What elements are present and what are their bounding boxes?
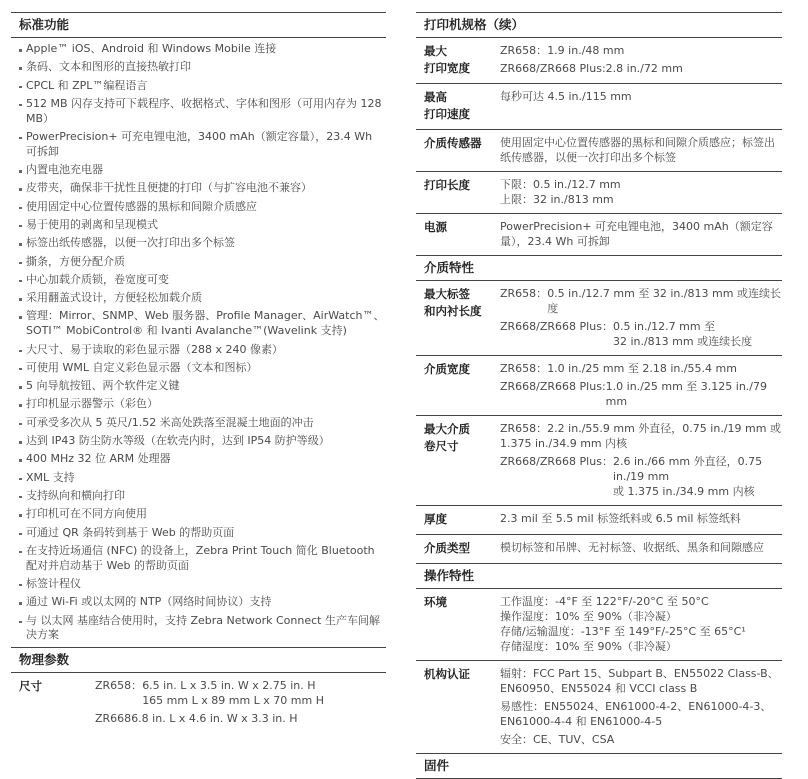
spec-label: 介质类型	[424, 541, 470, 555]
spec-value-line: 2.8 in./72 mm	[605, 62, 683, 75]
spec-value	[500, 286, 782, 349]
spec-label: 厚度	[424, 512, 447, 526]
spec-value-lines	[547, 43, 624, 58]
spec-value-lines	[547, 286, 782, 316]
feature-item: PowerPrecision+ 可充电锂电池，3400 mAh（额定容量），23.4 Wh 可拆卸	[11, 130, 386, 160]
feature-item: 使用固定中心位置传感器的黑标和间隙介质感应	[11, 200, 386, 215]
spec-label: 最大标签 和内衬长度	[424, 287, 482, 318]
spec-row	[416, 172, 782, 214]
spec-value	[500, 421, 782, 499]
spec-value-line: 0.5 in./12.7 mm 至 32 in./813 mm 或连续长度	[547, 287, 781, 315]
spec-value-group	[500, 177, 782, 207]
spec-value-line: 存储/运输温度：-13°F 至 149°F/-25°C 至 65°C¹	[500, 625, 746, 638]
spec-value-line: 上限：32 in./813 mm	[500, 193, 614, 206]
spec-value-line: 每秒可达 4.5 in./115 mm	[500, 90, 632, 103]
spec-value-lines	[500, 135, 782, 165]
feature-item: 标签计程仪	[11, 577, 386, 592]
spec-value-group	[500, 379, 782, 409]
spec-value	[500, 177, 782, 207]
model-prefix: ZR658：	[95, 679, 143, 693]
spec-value-lines	[500, 540, 764, 555]
spec-value	[500, 594, 782, 654]
spec-value-line: 操作湿度：10% 至 90%（非冷凝）	[500, 610, 677, 623]
model-prefix: ZR668/ZR668 Plus:	[500, 380, 606, 393]
spec-value-lines	[500, 177, 621, 207]
spec-label: 介质传感器	[424, 136, 482, 150]
feature-item: 标签出纸传感器，以便一次打印出多个标签	[11, 236, 386, 251]
spec-value-group	[500, 540, 782, 555]
spec-row	[416, 661, 782, 754]
section-title-physical: 物理参数	[11, 647, 386, 673]
spec-value-line: 下限：0.5 in./12.7 mm	[500, 178, 621, 191]
spec-value-group	[500, 511, 782, 526]
section-title: 操作特性	[416, 564, 782, 589]
spec-value-lines	[142, 678, 324, 708]
feature-item: CPCL 和 ZPL™编程语言	[11, 79, 386, 94]
spec-label: 最大介质 卷尺寸	[424, 422, 470, 453]
model-prefix: ZR658：	[500, 362, 548, 375]
spec-label: 尺寸	[19, 679, 42, 694]
spec-value	[500, 361, 782, 409]
spec-value	[500, 540, 782, 557]
spec-value-line: 模切标签和吊牌、无衬标签、收据纸、黑条和间隙感应	[500, 541, 764, 554]
feature-list	[11, 42, 386, 643]
model-prefix: ZR668	[95, 712, 132, 726]
model-prefix: ZR668/ZR668 Plus:	[500, 62, 606, 75]
spec-value-line: 辐射：FCC Part 15、Subpart B、EN55022 Class-B、EN60950、EN55024 和 VCCI class B	[500, 667, 779, 695]
feature-item: 打印机可在不同方向使用	[11, 507, 386, 522]
left-column	[11, 12, 386, 732]
spec-value-lines	[500, 699, 782, 729]
spec-value	[500, 511, 782, 528]
spec-value-lines	[500, 219, 782, 249]
feature-item: 内置电池充电器	[11, 163, 386, 178]
spec-value-lines	[500, 511, 741, 526]
feature-item: 5 向导航按钮、两个软件定义键	[11, 379, 386, 394]
spec-row	[11, 673, 386, 732]
spec-value-line: 或 1.375 in./34.9 mm 内核	[612, 485, 755, 498]
feature-item: 条码、文本和图形的直接热敏打印	[11, 60, 386, 75]
feature-item: 512 MB 闪存支持可下载程序、收据格式、字体和图形（可用内存为 128 MB）	[11, 97, 386, 127]
spec-value	[500, 135, 782, 165]
section-title: 固件	[416, 754, 782, 779]
spec-value-lines	[613, 454, 782, 499]
spec-value	[500, 89, 782, 123]
feature-item: 撕条，方便分配介质	[11, 255, 386, 270]
spec-row	[416, 84, 782, 130]
model-prefix: ZR658：	[500, 44, 548, 57]
spec-value-lines	[613, 319, 752, 349]
spec-value-line: 2.6 in./66 mm 外直径，0.75 in./19 mm	[612, 455, 763, 483]
spec-value-group	[500, 361, 782, 376]
spec-label: 机构认证	[424, 667, 470, 681]
feature-item: 易于使用的剥离和呈现模式	[11, 218, 386, 233]
feature-item: 皮带夹，确保非干扰性且便捷的打印（与扩容电池不兼容）	[11, 181, 386, 196]
model-prefix: ZR668/ZR668 Plus：	[500, 320, 613, 333]
spec-value-line: 1.0 in./25 mm 至 2.18 in./55.4 mm	[547, 362, 737, 375]
spec-value-lines	[606, 61, 683, 76]
spec-value-line: 2.3 mil 至 5.5 mil 标签纸料或 6.5 mil 标签纸料	[500, 512, 741, 525]
spec-value-group	[500, 666, 782, 696]
spec-value-group	[500, 594, 782, 654]
feature-item: XML 支持	[11, 471, 386, 486]
physical-table	[11, 673, 386, 732]
spec-value	[500, 43, 782, 77]
spec-value-group	[500, 319, 782, 349]
spec-value	[500, 219, 782, 249]
spec-label: 电源	[424, 220, 447, 234]
spec-row	[416, 535, 782, 564]
spec-value-line: 32 in./813 mm 或连续长度	[612, 335, 753, 348]
spec-label: 环境	[424, 595, 447, 609]
spec-value-line: 安全：CE、TUV、CSA	[500, 733, 615, 746]
spec-value-line: 0.5 in./12.7 mm 至	[612, 320, 716, 333]
spec-value-group	[500, 219, 782, 249]
spec-label: 介质宽度	[424, 362, 470, 376]
feature-item: 可承受多次从 5 英尺/1.52 米高处跌落至混凝土地面的冲击	[11, 416, 386, 431]
feature-item: 大尺寸、易于读取的彩色显示器（288 x 240 像素）	[11, 343, 386, 358]
spec-row	[416, 416, 782, 506]
spec-value-line: 6.8 in. L x 4.6 in. W x 3.3 in. H	[131, 712, 298, 726]
spec-value-line: 工作温度：-4°F 至 122°F/-20°C 至 50°C	[500, 595, 709, 608]
feature-item: 400 MHz 32 位 ARM 处理器	[11, 452, 386, 467]
feature-item: 可通过 QR 条码转到基于 Web 的帮助页面	[11, 526, 386, 541]
feature-item: 达到 IP43 防尘防水等级（在软壳内时，达到 IP54 防护等级）	[11, 434, 386, 449]
spec-value-lines	[500, 666, 782, 696]
spec-value-line: PowerPrecision+ 可充电锂电池，3400 mAh（额定容量），23.4 Wh 可拆卸	[500, 220, 773, 248]
spec-row	[416, 130, 782, 172]
spec-value-lines	[547, 361, 737, 376]
spec-row	[416, 506, 782, 535]
spec-value-line: 1.0 in./25 mm 至 3.125 in./79 mm	[605, 380, 768, 408]
feature-item: 通过 Wi-Fi 或以太网的 NTP（网络时间协议）支持	[11, 595, 386, 610]
spec-row	[416, 589, 782, 661]
spec-value-group	[95, 711, 386, 726]
spec-value-lines	[500, 89, 632, 104]
spec-value-group	[95, 678, 386, 708]
spec-value-group	[500, 421, 782, 451]
spec-value-group	[500, 135, 782, 165]
spec-value-group	[500, 61, 782, 76]
spec-value-group	[500, 454, 782, 499]
spec-value-line: 165 mm L x 89 mm L x 70 mm H	[142, 694, 324, 708]
spec-value-line: ZR658：2.2 in./55.9 mm 外直径，0.75 in./19 mm 或 1.375 in./34.9 mm 内核	[500, 422, 781, 450]
spec-value-lines	[500, 594, 746, 654]
spec-value-group	[500, 43, 782, 58]
spec-value	[95, 678, 386, 726]
spec-value	[500, 666, 782, 747]
spec-label: 打印长度	[424, 178, 470, 192]
section-title: 介质特性	[416, 256, 782, 281]
spec-value-group	[500, 286, 782, 316]
feature-item: 中心加载介质锁，卷宽度可变	[11, 273, 386, 288]
spec-value-lines	[131, 711, 297, 726]
spec-value-lines	[500, 421, 782, 451]
spec-value-group	[500, 732, 782, 747]
spec-value-group	[500, 89, 782, 104]
model-prefix: ZR658：	[500, 287, 548, 300]
section-title-standard-features: 标准功能	[11, 12, 386, 38]
spec-value-lines	[500, 732, 614, 747]
feature-item: 在支持近场通信 (NFC) 的设备上，Zebra Print Touch 简化 Bluetooth 配对并启动基于 Web 的帮助页面	[11, 544, 386, 574]
spec-row	[416, 356, 782, 416]
section-title: 打印机规格（续）	[416, 12, 782, 38]
spec-value-line: 存储湿度：10% 至 90%（非冷凝）	[500, 640, 677, 653]
spec-value-line: 使用固定中心位置传感器的黑标和间隙介质感应；标签出纸传感器，以便一次打印出多个标签	[500, 136, 775, 164]
feature-item: 打印机显示器警示（彩色）	[11, 397, 386, 412]
feature-item: 管理：Mirror、SNMP、Web 服务器、Profile Manager、AirWatch™、SOTI™ MobiControl® 和 Ivanti Avalanche™(Wavelink 支持)	[11, 309, 386, 339]
feature-item: Apple™ iOS、Android 和 Windows Mobile 连接	[11, 42, 386, 57]
feature-item: 可使用 WML 自定义彩色显示器（文本和图标）	[11, 361, 386, 376]
spec-value-line: 易感性：EN55024、EN61000-4-2、EN61000-4-3、EN61000-4-4 和 EN61000-4-5	[500, 700, 772, 728]
spec-label: 最大 打印宽度	[424, 44, 470, 75]
feature-item: 采用翻盖式设计，方便轻松加载介质	[11, 291, 386, 306]
feature-item: 支持纵向和横向打印	[11, 489, 386, 504]
spec-value-line: 6.5 in. L x 3.5 in. W x 2.75 in. H	[142, 679, 316, 693]
spec-row	[416, 214, 782, 256]
spec-value-lines	[606, 379, 782, 409]
spec-row	[416, 38, 782, 84]
spec-value-line: 1.9 in./48 mm	[547, 44, 625, 57]
spec-row	[416, 281, 782, 356]
spec-value-group	[500, 699, 782, 729]
model-prefix: ZR668/ZR668 Plus：	[500, 455, 613, 468]
spec-label: 最高 打印速度	[424, 90, 470, 121]
right-column	[416, 12, 782, 779]
feature-item: 与 以太网 基座结合使用时，支持 Zebra Network Connect 生产车间解决方案	[11, 614, 386, 644]
